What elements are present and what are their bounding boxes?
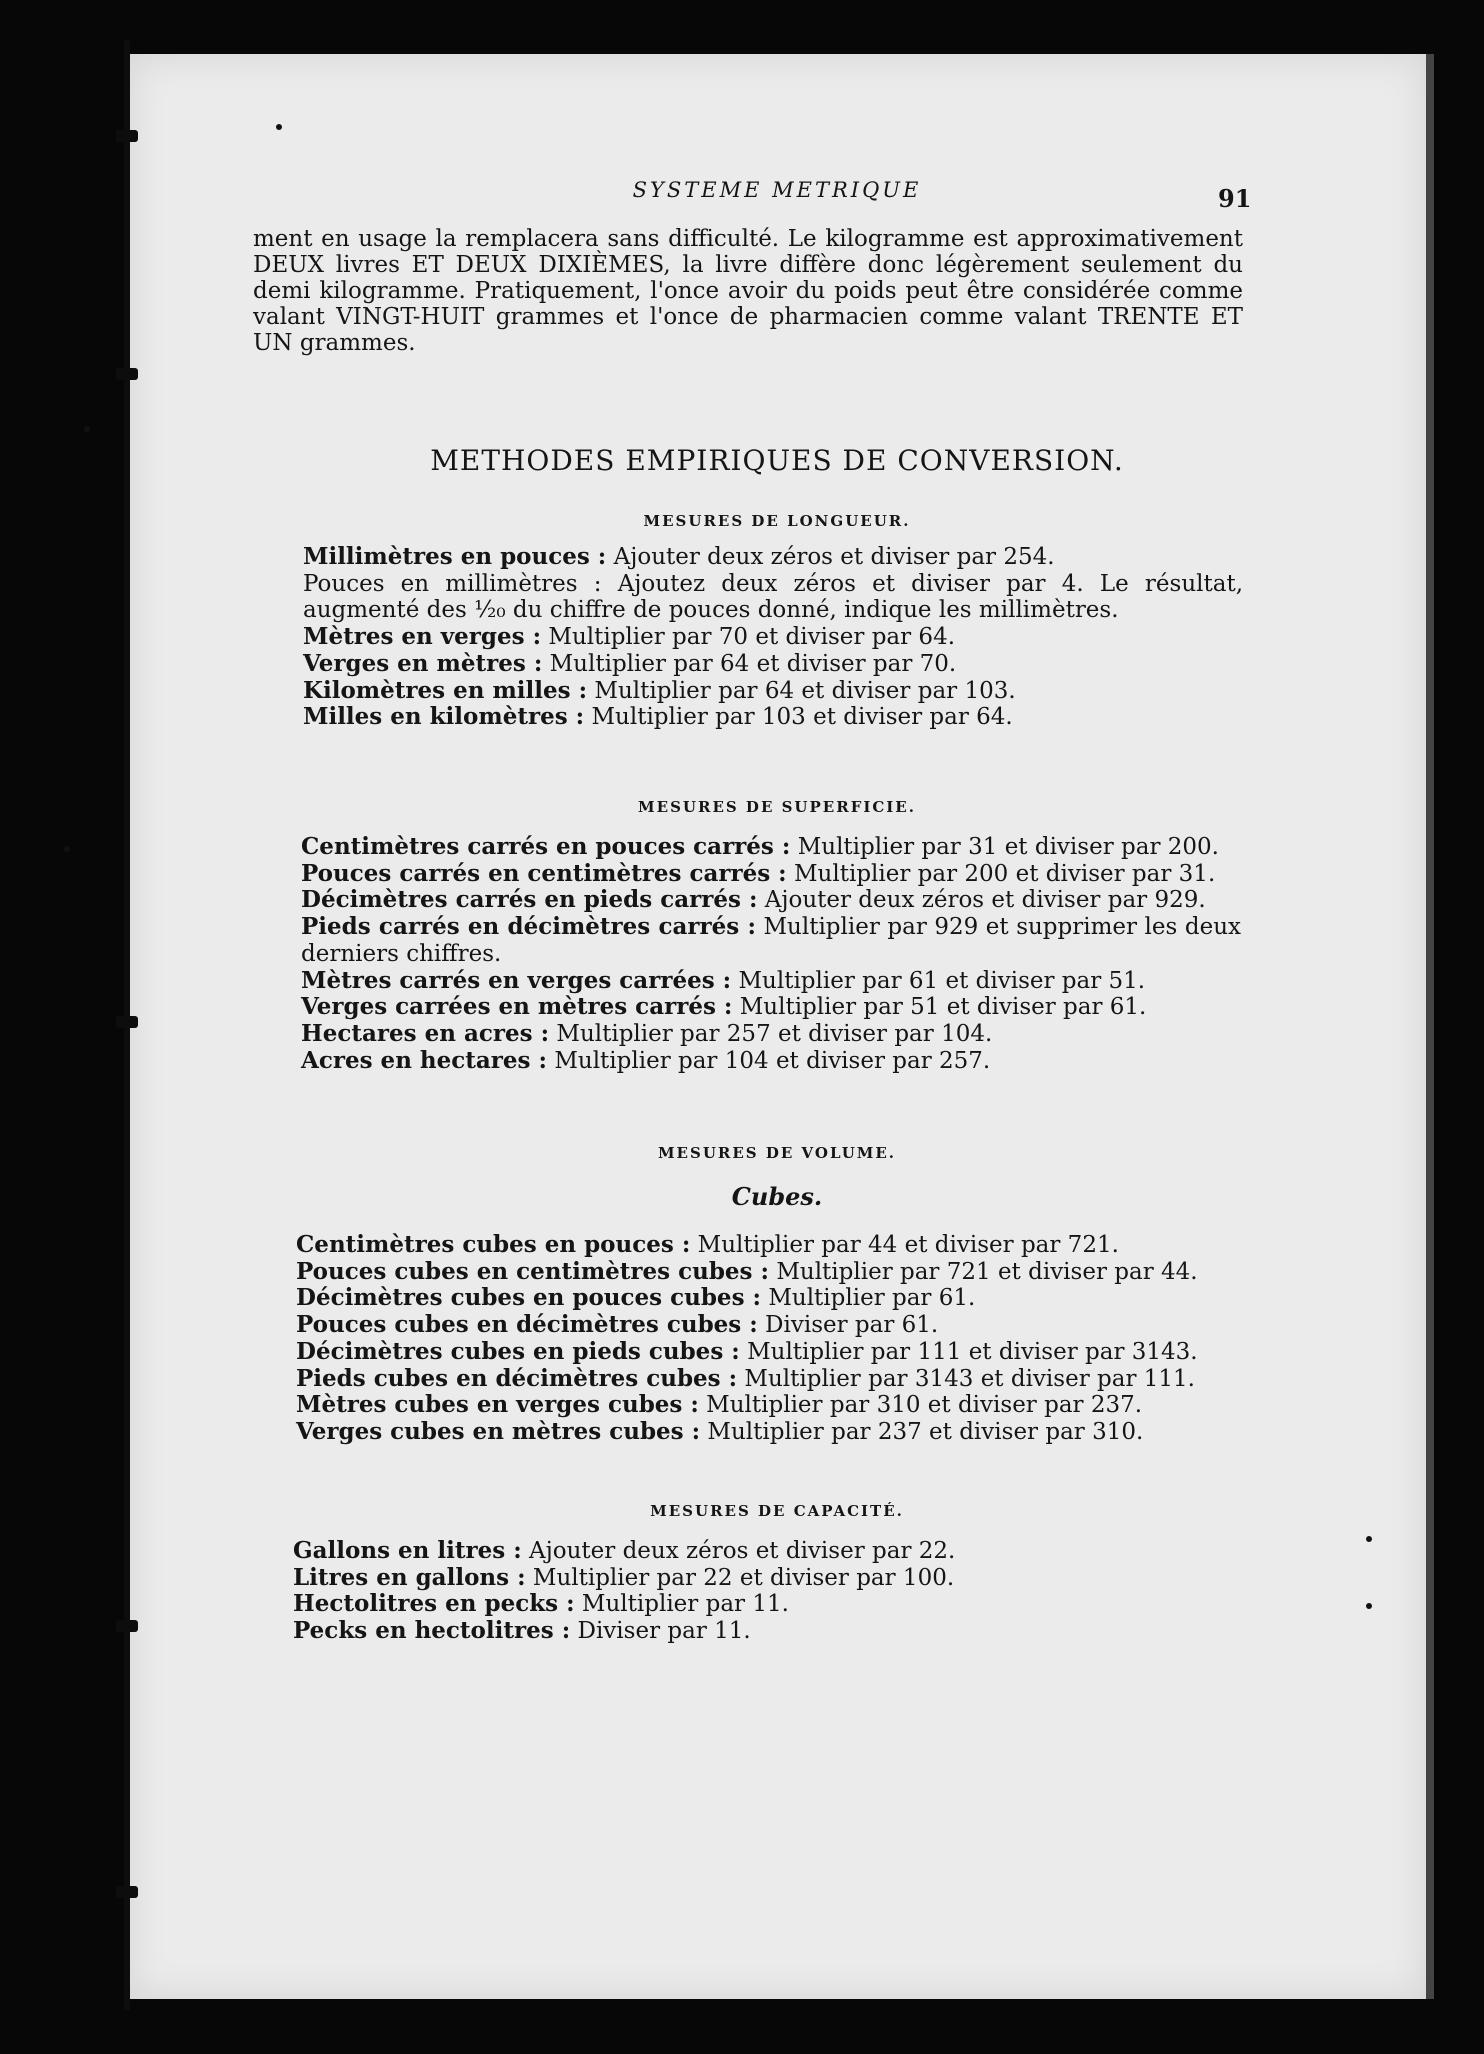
rule-text: Multiplier par 721 et diviser par 44.: [769, 1258, 1198, 1285]
main-heading: METHODES EMPIRIQUES DE CONVERSION.: [430, 444, 1124, 477]
rule-text: Multiplier par 11.: [574, 1591, 789, 1618]
rule-text: Multiplier par 70 et diviser par 64.: [541, 624, 956, 651]
rule-text: Multiplier par 64 et diviser par 103.: [587, 677, 1016, 704]
rule-line: [301, 834, 1241, 861]
rule-term: Mètres carrés en verges carrées :: [301, 966, 732, 994]
intro-text: ment en usage la remplacera sans difficulté. Le kilogramme est approximativement DEUX livres ET DEUX DIXIÈMES, la livre diffère donc légèrement seulement du demi kilogramme. Pratiquement, l'once avoir du poids peut être considérée comme valant VINGT-HUIT grammes et l'once de pharmacien comme valant TRENTE ET UN grammes.: [253, 226, 1243, 356]
rule-line: [301, 1021, 1241, 1048]
rule-text: Diviser par 11.: [570, 1618, 751, 1645]
rule-line: [296, 1339, 1198, 1366]
rule-text: Ajoutez deux zéros et diviser par 4. Le résultat, augmenté des ⅟₂₀ du chiffre de pouces donné, indique les millimètres.: [303, 570, 1243, 624]
rule-text: Multiplier par 200 et diviser par 31.: [786, 860, 1216, 887]
rule-term: Centimètres cubes en pouces :: [296, 1231, 691, 1258]
rule-line: [303, 571, 1243, 624]
cubes-heading: Cubes.: [731, 1182, 823, 1211]
rule-term: Millimètres en pouces :: [303, 543, 607, 570]
rule-text: Multiplier par 257 et diviser par 104.: [549, 1020, 993, 1047]
rule-term: Hectares en acres :: [301, 1019, 550, 1047]
rule-term: Mètres cubes en verges cubes :: [296, 1391, 699, 1419]
page-sheet: [128, 54, 1426, 1999]
rule-term: Décimètres carrés en pieds carrés :: [301, 886, 758, 914]
ink-speck: [1366, 1603, 1372, 1609]
rule-text: Multiplier par 237 et diviser par 310.: [700, 1418, 1144, 1445]
rule-term: Pouces en millimètres :: [303, 570, 602, 597]
rule-line: [303, 678, 1243, 705]
rule-text: Multiplier par 310 et diviser par 237.: [698, 1392, 1143, 1419]
rule-line: [296, 1366, 1198, 1393]
rule-line: [296, 1312, 1198, 1339]
rule-term: Pouces cubes en centimètres cubes :: [296, 1257, 770, 1285]
rule-term: Pouces carrés en centimètres carrés :: [301, 859, 787, 887]
rule-text: Multiplier par 3143 et diviser par 111.: [737, 1365, 1195, 1392]
rule-line: [293, 1618, 955, 1645]
rule-term: Hectolitres en pecks :: [293, 1590, 575, 1618]
rules-list-capacite: [293, 1538, 955, 1645]
rule-line: [303, 624, 1243, 651]
rule-term: Gallons en litres :: [293, 1537, 522, 1564]
rule-term: Verges carrées en mètres carrés :: [301, 993, 733, 1021]
rule-line: [296, 1392, 1198, 1419]
rule-line: [293, 1565, 955, 1592]
rule-term: Mètres en verges :: [303, 623, 542, 651]
rule-line: [301, 914, 1241, 967]
rule-term: Kilomètres en milles :: [303, 676, 588, 704]
rule-line: [301, 861, 1241, 888]
binding-clip: [116, 1886, 138, 1898]
rule-term: Décimètres cubes en pieds cubes :: [296, 1337, 740, 1365]
rule-term: Litres en gallons :: [293, 1563, 526, 1591]
rule-line: [301, 968, 1241, 995]
rules-list-superficie: [301, 834, 1241, 1074]
rule-text: Multiplier par 104 et diviser par 257.: [547, 1047, 991, 1074]
section-heading-volume: MESURES DE VOLUME.: [657, 1144, 897, 1162]
rule-text: Multiplier par 51 et diviser par 61.: [732, 994, 1147, 1021]
rule-text: Multiplier par 22 et diviser par 100.: [525, 1564, 955, 1591]
rule-line: [301, 994, 1241, 1021]
rule-line: [296, 1419, 1198, 1446]
rule-line: [293, 1591, 955, 1618]
rule-line: [301, 1048, 1241, 1075]
binding-clip: [116, 1016, 138, 1028]
page-edge: [1426, 54, 1434, 1999]
rule-term: Acres en hectares :: [301, 1046, 548, 1074]
intro-paragraph: [253, 226, 1243, 356]
rule-term: Pieds cubes en décimètres cubes :: [296, 1364, 738, 1392]
page-number: 91: [1218, 184, 1252, 213]
ink-speck: [276, 124, 282, 130]
rule-line: [296, 1259, 1198, 1286]
rule-term: Centimètres carrés en pouces carrés :: [301, 833, 791, 860]
binding-clip: [116, 1620, 138, 1632]
rule-text: Multiplier par 61 et diviser par 51.: [731, 967, 1146, 994]
rule-term: Verges cubes en mètres cubes :: [296, 1417, 701, 1445]
rule-text: Multiplier par 103 et diviser par 64.: [584, 704, 1013, 731]
rule-line: [293, 1538, 955, 1565]
rules-list-volume: [296, 1232, 1198, 1446]
rule-line: [296, 1285, 1198, 1312]
rule-text: Multiplier par 31 et diviser par 200.: [790, 834, 1219, 860]
rule-term: Milles en kilomètres :: [303, 703, 585, 731]
rule-term: Pecks en hectolitres :: [293, 1617, 571, 1645]
binding-clip: [116, 130, 138, 142]
rule-term: Verges en mètres :: [303, 649, 543, 677]
rules-list-longueur: [303, 544, 1243, 731]
binding-clip: [116, 368, 138, 380]
rule-text: Multiplier par 111 et diviser par 3143.: [739, 1338, 1198, 1365]
rule-text: Multiplier par 44 et diviser par 721.: [690, 1232, 1119, 1258]
rule-line: [303, 704, 1243, 731]
rule-line: [296, 1232, 1198, 1259]
ink-speck: [84, 426, 90, 432]
rule-line: [301, 887, 1241, 914]
running-head: SYSTEME METRIQUE: [632, 178, 922, 202]
rule-text: Ajouter deux zéros et diviser par 22.: [521, 1538, 956, 1564]
rule-text: Diviser par 61.: [757, 1312, 939, 1339]
ink-speck: [64, 846, 70, 852]
rule-line: [303, 544, 1243, 571]
rule-text: Ajouter deux zéros et diviser par 929.: [757, 887, 1206, 914]
rule-term: Pouces cubes en décimètres cubes :: [296, 1311, 758, 1339]
section-heading-capacite: MESURES DE CAPACITÉ.: [650, 1502, 904, 1520]
rule-line: [303, 651, 1243, 678]
rule-text: Multiplier par 929 et supprimer les deux derniers chiffres.: [301, 914, 1241, 967]
rule-text: Multiplier par 64 et diviser par 70.: [542, 650, 957, 677]
ink-speck: [1366, 1536, 1372, 1542]
rule-term: Décimètres cubes en pouces cubes :: [296, 1284, 762, 1312]
document-page: [128, 54, 1426, 1999]
rule-term: Pieds carrés en décimètres carrés :: [301, 913, 756, 941]
section-heading-superficie: MESURES DE SUPERFICIE.: [638, 798, 916, 816]
section-heading-longueur: MESURES DE LONGUEUR.: [643, 512, 911, 530]
rule-text: Ajouter deux zéros et diviser par 254.: [606, 544, 1055, 570]
rule-text: Multiplier par 61.: [761, 1285, 976, 1312]
